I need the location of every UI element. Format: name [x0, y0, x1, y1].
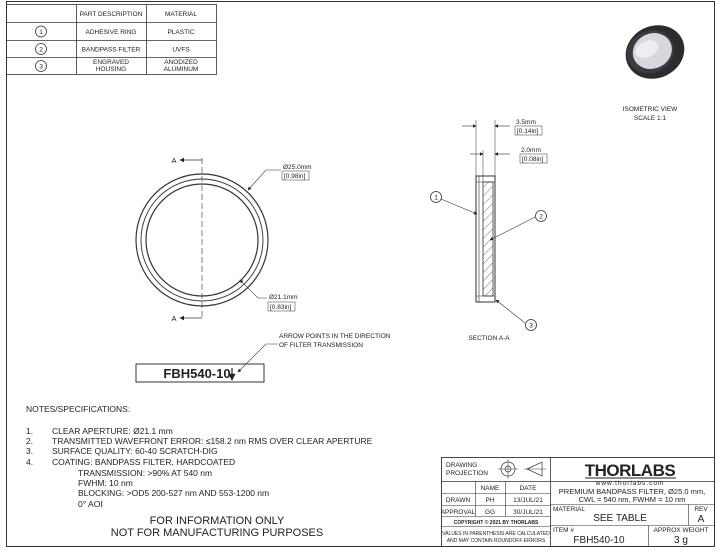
approval-name: GG — [484, 509, 496, 516]
callout-1-number: 1 — [434, 194, 438, 202]
callout-1-leader — [441, 199, 477, 214]
note-4-sub-1: TRANSMISSION: >90% AT 540 nm — [78, 468, 213, 478]
disclaimer-line2: NOT FOR MANUFACTURING PURPOSES — [110, 527, 324, 539]
part-1-material: PLASTIC — [167, 29, 195, 36]
header-part-description: PART DESCRIPTION — [79, 11, 143, 18]
approval-date: 30/JUL/21 — [513, 509, 543, 516]
callout-2-leader — [490, 217, 535, 240]
arrow-note-leader — [238, 344, 278, 372]
section-marker-bottom: A — [171, 314, 177, 323]
note-3-text: SURFACE QUALITY: 60-40 SCRATCH-DIG — [52, 446, 218, 456]
width-dim-inch: [0.14in] — [517, 128, 539, 135]
callout-3-leader — [496, 300, 525, 323]
section-label: SECTION A-A — [468, 335, 510, 342]
values-note-line2: AND MAY CONTAIN ROUNDOFF ERRORS — [446, 538, 546, 544]
inner-dia-leader — [240, 280, 267, 298]
material-label: MATERIAL — [553, 506, 586, 513]
filter-thickness-dim: 2.0mm — [521, 147, 541, 154]
part-3-description-line1: ENGRAVED — [93, 59, 129, 66]
note-4-sub-2: FWHM: 10 nm — [78, 478, 133, 488]
isometric-label: ISOMETRIC VIEW — [622, 106, 678, 113]
note-3-number: 3. — [26, 446, 34, 456]
col-date: DATE — [519, 485, 537, 492]
parts-table — [7, 5, 217, 75]
section-marker-top: A — [171, 156, 177, 165]
part-1-description: ADHESIVE RING — [85, 29, 137, 36]
arrow-note-line2: OF FILTER TRANSMISSION — [279, 342, 363, 349]
note-4-sub-4: 0° AOI — [78, 499, 103, 509]
col-name: NAME — [480, 485, 500, 492]
callout-2-number: 2 — [539, 213, 543, 221]
inner-dia-dimension: Ø21.1mm — [269, 294, 298, 301]
item-label: ITEM # — [553, 527, 574, 534]
copyright: COPYRIGHT © 2021 BY THORLABS — [453, 520, 539, 526]
part-2-description: BANDPASS FILTER — [81, 46, 141, 54]
callout-3-number: 3 — [529, 322, 533, 330]
weight-value: 3 g — [674, 535, 688, 546]
drawn-label: DRAWN — [445, 497, 471, 504]
part-3-material-line2: ALUMINUM — [163, 66, 199, 73]
note-4-number: 4. — [26, 457, 34, 467]
disclaimer-line1: FOR INFORMATION ONLY — [149, 515, 285, 527]
outer-dia-inch: [0.98in] — [284, 173, 306, 180]
note-4-text: COATING: BANDPASS FILTER, HARDCOATED — [52, 457, 236, 467]
filter-thickness-inch: [0.08in] — [522, 156, 544, 163]
description-line2: CWL = 540 nm, FWHM = 10 nm — [578, 495, 686, 504]
part-3-material-line1: ANODIZED — [164, 59, 198, 66]
rev-label: REV — [694, 506, 708, 513]
inner-dia-inch: [0.83in] — [270, 304, 292, 311]
part-2-material: UVFS — [172, 46, 190, 54]
isometric-scale: SCALE 1:1 — [633, 115, 667, 122]
note-1-text: CLEAR APERTURE: Ø21.1 mm — [52, 426, 173, 436]
isometric-render — [617, 16, 693, 88]
note-2-text: TRANSMITTED WAVEFRONT ERROR: ≤158.2 nm RMS OVER CLEAR APERTURE — [52, 436, 373, 446]
width-dim: 3.5mm — [516, 119, 536, 126]
balloon-1-number: 1 — [39, 29, 43, 36]
notes-heading: NOTES/SPECIFICATIONS: — [26, 404, 131, 414]
rev-value: A — [697, 514, 705, 525]
note-2-number: 2. — [26, 436, 34, 446]
description-line1: PREMIUM BANDPASS FILTER, Ø25.0 mm, — [558, 487, 706, 496]
engraving-text: FBH540-10 — [163, 366, 231, 381]
note-4-sub-3: BLOCKING: >OD5 200-527 nm AND 553-1200 nm — [78, 488, 270, 498]
balloon-3-number: 3 — [39, 63, 43, 71]
thorlabs-logo: THORLABS — [584, 461, 676, 480]
drawn-date: 13/JUL/21 — [513, 497, 543, 504]
drawn-name: PH — [485, 497, 495, 504]
part-3-description-line2: HOUSING — [95, 66, 127, 73]
note-1-number: 1. — [26, 426, 34, 436]
header-material: MATERIAL — [164, 11, 198, 18]
outer-dia-dimension: Ø25.0mm — [283, 164, 312, 171]
material-value: SEE TABLE — [593, 513, 647, 524]
website: www.thorlabs.com — [595, 480, 665, 487]
outer-dia-leader — [248, 170, 281, 190]
approval-label: APPROVAL — [440, 509, 476, 516]
arrow-note-line1: ARROW POINTS IN THE DIRECTION — [279, 333, 391, 340]
balloon-2-number: 2 — [39, 46, 43, 54]
front-view — [136, 158, 268, 320]
values-note-line1: VALUES IN PARENTHESIS ARE CALCULATED — [442, 531, 550, 537]
projection-label-line2: PROJECTION — [446, 470, 488, 477]
weight-label: APPROX WEIGHT — [653, 527, 709, 534]
projection-label-line1: DRAWING — [446, 462, 478, 469]
item-value: FBH540-10 — [573, 535, 625, 546]
